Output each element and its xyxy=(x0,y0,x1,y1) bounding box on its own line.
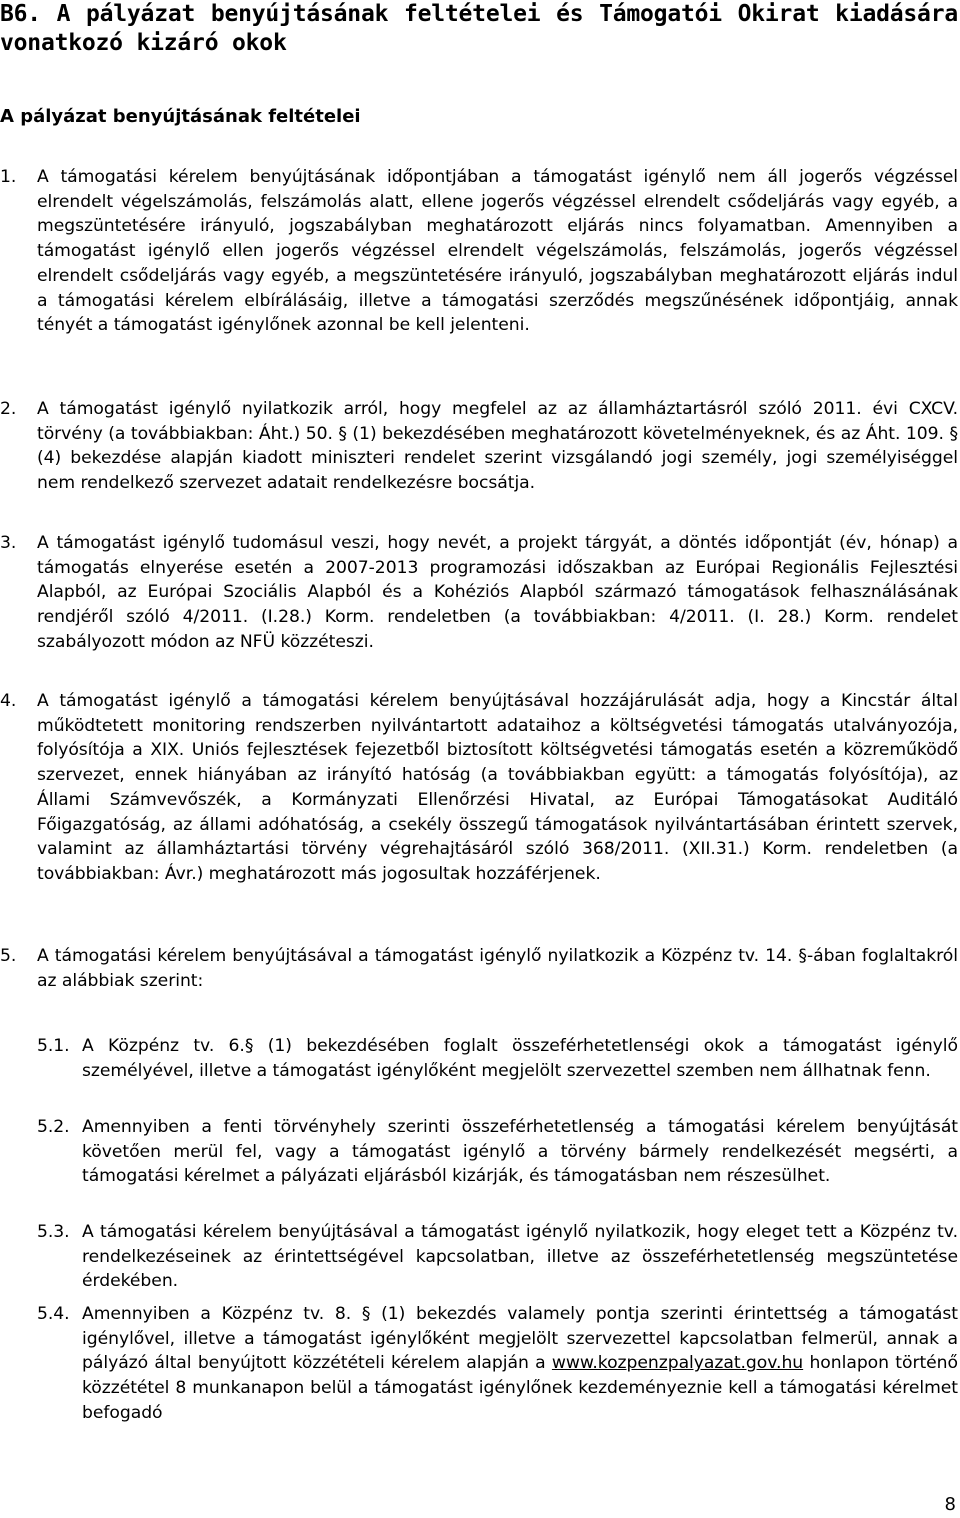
sub-list-item-number: 5.1. xyxy=(37,1036,70,1056)
sub-list-item-text: A Közpénz tv. 6.§ (1) bekezdésében foglalt összeférhetetlenségi okok a támogatást igénylő személyével, illetve a támogatást igénylőként megjelölt szervezettel szemben nem állhatnak fenn. xyxy=(82,1036,958,1081)
sub-list-item-5-1 xyxy=(37,1034,958,1083)
sub-list-item-5-2 xyxy=(37,1115,958,1189)
list-item-number: 1. xyxy=(0,167,17,187)
list-item-number: 5. xyxy=(0,946,17,966)
list-item-text: A támogatási kérelem benyújtásának időpontjában a támogatást igénylő nem áll jogerős végzéssel elrendelt végelszámolás, felszámolás alatt, ellene jogerős végzéssel elrendelt csődeljárás vagy egyéb, a megszüntetésére irányuló, jogszabályban meghatározott eljárás nincs folyamatban. Amennyiben a támogatást igénylő ellen jogerős végzéssel elrendelt végelszámolás, felszámolás, jogerős végzéssel elrendelt csődeljárás vagy egyéb, a megszüntetésére irányuló, jogszabályban meghatározott eljárás indul a támogatási kérelem elbírálásáig, illetve a támogatási szerződés megszűnésének időpontjáig, annak tényét a támogatást igénylőnek azonnal be kell jelenteni. xyxy=(37,167,958,336)
sub-list-item-text: A támogatási kérelem benyújtásával a támogatást igénylő nyilatkozik, hogy eleget tett a Közpénz tv. rendelkezéseinek az érintettségével kapcsolatban, illetve az összeférhetetlenség megszüntetése érdekében. xyxy=(82,1222,958,1292)
sub-list-item-text-before-link: Amennyiben a Közpénz tv. 8. § (1) bekezdés valamely pontja szerinti érintettség a támogatást igénylővel, illetve a támogatást igénylőként megjelölt szervezettel kapcsolatban felmerül, annak a pályázó által benyújtott közzétételi kérelem alapján a xyxy=(82,1304,958,1374)
sub-list-item-number: 5.2. xyxy=(37,1117,70,1137)
subheading: A pályázat benyújtásának feltételei xyxy=(0,106,361,127)
kozpenzpalyazat-link[interactable]: www.kozpenzpalyazat.gov.hu xyxy=(551,1353,804,1374)
list-item-2 xyxy=(0,397,958,496)
list-item-text: A támogatást igénylő tudomásul veszi, hogy nevét, a projekt tárgyát, a döntés időpontját (év, hónap) a támogatás elnyerése esetén a 2007-2013 programozási időszakban az Európai Regionális Fejlesztési Alapból, az Európai Szociális Alapból és a Kohéziós Alapból származó támogatások felhasználásának rendjéről szóló 4/2011. (I.28.) Korm. rendeletben (a továbbiakban: 4/2011. (I. 28.) Korm. rendelet szabályozott módon az NFÜ közzéteszi. xyxy=(37,533,958,652)
sub-list-item-text-after-link: honlapon történő közzététel 8 munkanapon belül a támogatást igénylőnek kezdeményeznie kell a támogatási kérelmet befogadó xyxy=(82,1353,958,1423)
list-item-text: A támogatási kérelem benyújtásával a támogatást igénylő nyilatkozik a Közpénz tv. 14. §-ában foglaltakról az alábbiak szerint: xyxy=(37,946,958,991)
sub-list-item-text xyxy=(82,1302,958,1426)
sub-list-item-5-3 xyxy=(37,1220,958,1294)
page-number: 8 xyxy=(944,1494,956,1515)
section-title: B6. A pályázat benyújtásának feltételei és Támogatói Okirat kiadására vonatkozó kizáró okok xyxy=(0,1,958,56)
sub-list-item-number: 5.4. xyxy=(37,1304,70,1324)
list-item-1 xyxy=(0,165,958,338)
list-item-5 xyxy=(0,944,958,993)
list-item-number: 3. xyxy=(0,533,17,553)
list-item-text: A támogatást igénylő a támogatási kérelem benyújtásával hozzájárulását adja, hogy a Kincstár által működtetett monitoring rendszerben nyilvántartott adataihoz a költségvetési támogatás utalványozója, folyósítója a XIX. Uniós fejlesztések fejezetből biztosított költségvetési támogatás esetén a közreműködő szervezet, ennek hiányában az irányító hatóság (a továbbiakban együtt: a támogatás folyósítója), az Állami Számvevőszék, a Kormányzati Ellenőrzési Hivatal, az Európai Támogatásokat Auditáló Főigazgatóság, az állami adóhatóság, a csekély összegű támogatások nyilvántartásában érintett szervek, valamint az államháztartási törvény végrehajtásáról szóló 368/2011. (XII.31.) Korm. rendeletben (a továbbiakban: Ávr.) meghatározott más jogosultak hozzáférjenek. xyxy=(37,691,958,884)
list-item-number: 4. xyxy=(0,691,17,711)
sub-list-item-5-4 xyxy=(37,1302,958,1426)
list-item-number: 2. xyxy=(0,399,17,419)
list-item-text: A támogatást igénylő nyilatkozik arról, hogy megfelel az az államháztartásról szóló 2011. évi CXCV. törvény (a továbbiakban: Áht.) 50. § (1) bekezdésében meghatározott követelményeknek, és az Áht. 109. § (4) bekezdése alapján kiadott miniszteri rendelet szerint vizsgálandó jogi személy, jogi személyiséggel nem rendelkező szervezet adatait rendelkezésre bocsátja. xyxy=(37,399,958,494)
sub-list-item-text: Amennyiben a fenti törvényhely szerinti összeférhetetlenség a támogatási kérelem benyújtását követően merül fel, vagy a támogatást igénylő a törvény bármely rendelkezését megsérti, a támogatási kérelmet a pályázati eljárásból kizárják, és támogatásban nem részesülhet. xyxy=(82,1117,958,1187)
list-item-4 xyxy=(0,689,958,887)
sub-list-item-number: 5.3. xyxy=(37,1222,70,1242)
list-item-3 xyxy=(0,531,958,655)
